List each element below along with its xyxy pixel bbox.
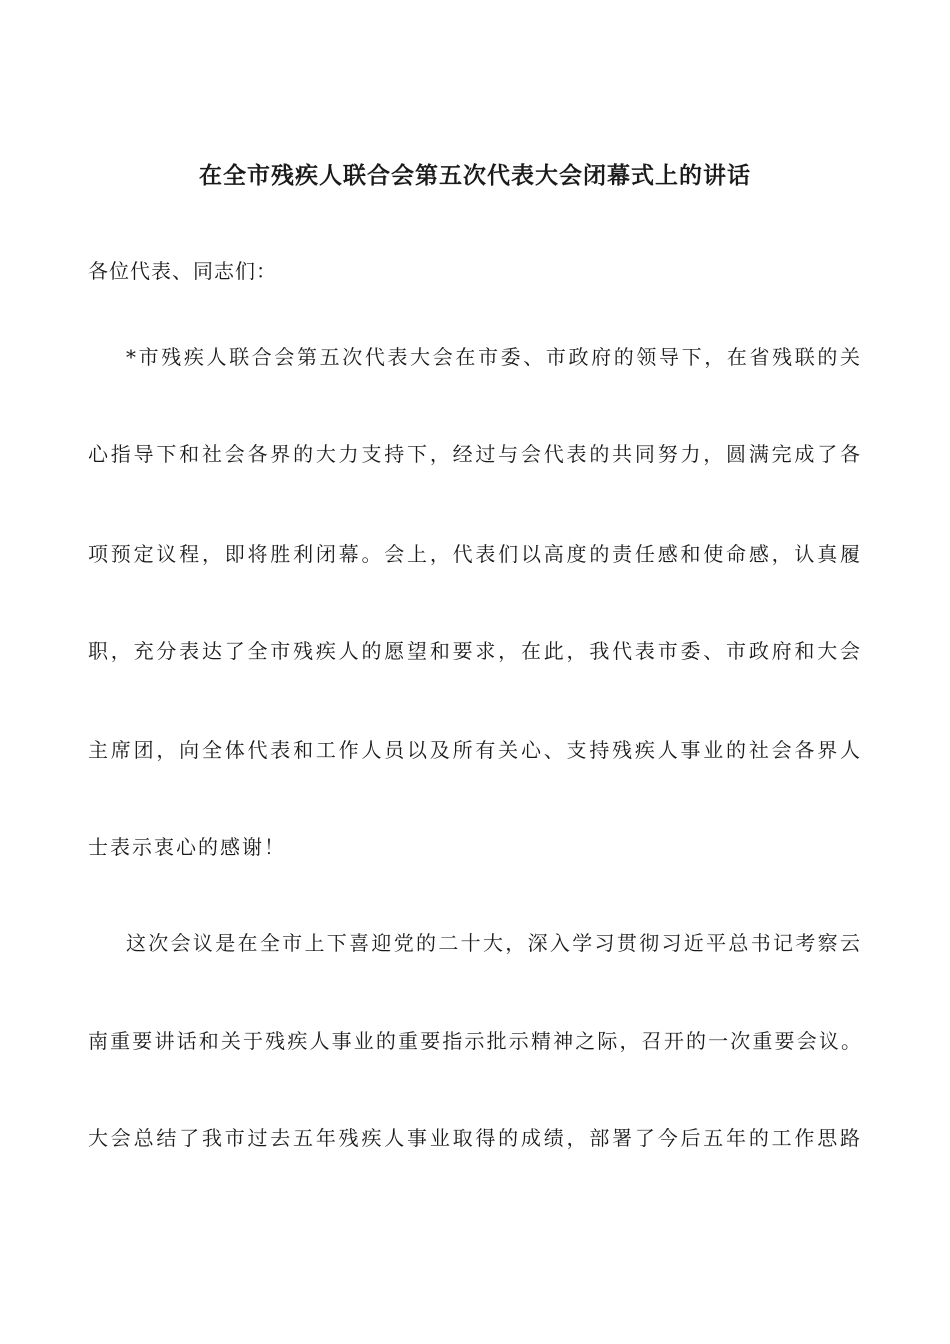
document-title: 在全市残疾人联合会第五次代表大会闭幕式上的讲话 bbox=[199, 163, 751, 189]
paragraph-line: 主席团，向全体代表和工作人员以及所有关心、支持残疾人事业的社会各界人 bbox=[88, 738, 862, 762]
paragraph-line: 项预定议程，即将胜利闭幕。会上，代表们以高度的责任感和使命感，认真履 bbox=[88, 542, 862, 566]
paragraph-line: 职，充分表达了全市残疾人的愿望和要求，在此，我代表市委、市政府和大会 bbox=[88, 639, 862, 663]
paragraph-line: 心指导下和社会各界的大力支持下，经过与会代表的共同努力，圆满完成了各 bbox=[88, 442, 862, 466]
salutation: 各位代表、同志们： bbox=[88, 259, 277, 283]
paragraph-line: *市残疾人联合会第五次代表大会在市委、市政府的领导下，在省残联的关 bbox=[126, 345, 862, 369]
paragraph-line: 士表示衷心的感谢！ bbox=[88, 835, 286, 859]
paragraph-line: 南重要讲话和关于残疾人事业的重要指示批示精神之际，召开的一次重要会议。 bbox=[88, 1029, 862, 1053]
paragraph-line: 大会总结了我市过去五年残疾人事业取得的成绩，部署了今后五年的工作思路 bbox=[88, 1126, 862, 1150]
paragraph-line: 这次会议是在全市上下喜迎党的二十大，深入学习贯彻习近平总书记考察云 bbox=[126, 931, 862, 955]
